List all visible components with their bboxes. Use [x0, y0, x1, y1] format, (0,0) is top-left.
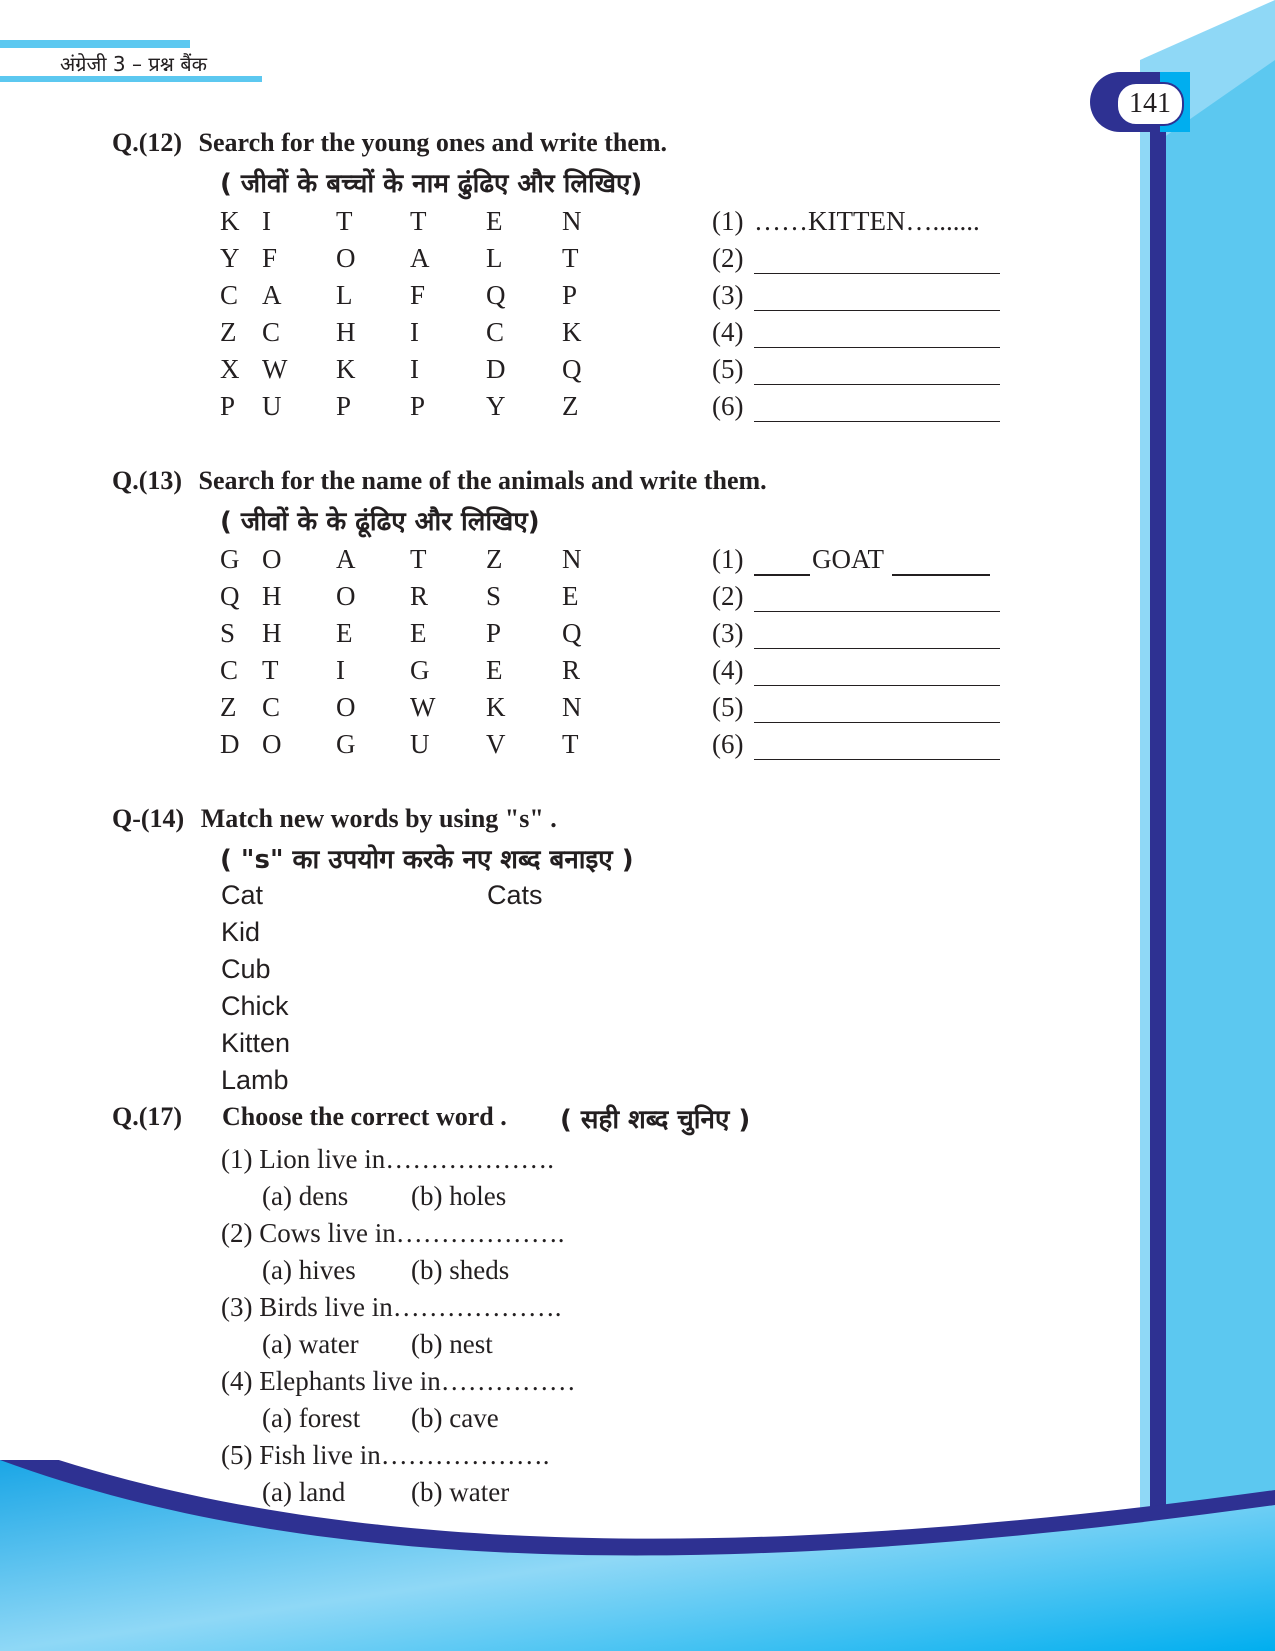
- answer-blank-line[interactable]: [754, 759, 1000, 760]
- grid-letter: L: [486, 243, 503, 273]
- word-row: [221, 880, 543, 917]
- grid-letter: T: [336, 206, 353, 236]
- answer-number: (3): [712, 618, 744, 648]
- grid-letter: P: [410, 391, 426, 421]
- grid-letter: T: [262, 655, 279, 685]
- grid-letter: A: [410, 243, 430, 273]
- word-row: [221, 991, 290, 1028]
- plural-word: Cats: [487, 880, 543, 910]
- option-a[interactable]: (a) dens: [262, 1181, 349, 1211]
- grid-letter: G: [410, 655, 430, 685]
- q17-heading: [112, 1102, 751, 1135]
- answer-number: (4): [712, 317, 744, 347]
- q12-question: Search for the young ones and write them.: [198, 128, 668, 157]
- answer-number: (1): [712, 206, 744, 236]
- singular-word: Kitten: [221, 1028, 291, 1058]
- answer-blank-line[interactable]: [754, 347, 1000, 348]
- grid-letter: X: [220, 354, 240, 384]
- option-b[interactable]: (b) sheds: [411, 1255, 510, 1285]
- options-row: [221, 1477, 576, 1514]
- answer-number: (2): [712, 581, 744, 611]
- grid-letter: Z: [220, 692, 237, 722]
- option-a[interactable]: (a) forest: [262, 1403, 361, 1433]
- option-b[interactable]: (b) cave: [411, 1403, 499, 1433]
- grid-letter: Z: [220, 317, 237, 347]
- grid-letter: Q: [486, 280, 506, 310]
- grid-letter: N: [562, 692, 582, 722]
- question-stem: (2) Cows live in……………….: [221, 1218, 565, 1248]
- answer-line: [892, 574, 990, 576]
- grid-letter: U: [262, 391, 282, 421]
- grid-letter: C: [262, 317, 281, 347]
- answer-blank-line[interactable]: [754, 421, 1000, 422]
- answer-value: GOAT: [812, 544, 884, 574]
- answer-blank-line[interactable]: [754, 722, 1000, 723]
- grid-letter: T: [562, 243, 579, 273]
- q13-heading: [112, 466, 767, 496]
- grid-letter: A: [262, 280, 282, 310]
- q17-number: Q.(17): [112, 1102, 183, 1131]
- answer-number: (1): [712, 544, 744, 574]
- q14-number: Q-(14): [112, 804, 185, 833]
- grid-letter: O: [336, 243, 356, 273]
- singular-word: Chick: [221, 991, 289, 1021]
- question-stem: (4) Elephants live in……………: [221, 1366, 576, 1396]
- option-a[interactable]: (a) water: [262, 1329, 359, 1359]
- answer-blank-line[interactable]: [754, 310, 1000, 311]
- grid-letter: C: [486, 317, 505, 347]
- grid-letter: I: [262, 206, 271, 236]
- grid-letter: T: [562, 729, 579, 759]
- singular-word: Lamb: [221, 1065, 289, 1095]
- q14-word-list: [221, 880, 543, 1102]
- q17-question: Choose the correct word .: [222, 1102, 507, 1131]
- options-row: [221, 1181, 576, 1218]
- grid-letter: V: [486, 729, 506, 759]
- question-stem: (1) Lion live in……………….: [221, 1144, 554, 1174]
- grid-letter: N: [562, 544, 582, 574]
- grid-letter: K: [562, 317, 582, 347]
- option-b[interactable]: (b) water: [411, 1477, 510, 1507]
- q13-hindi-instruction: ( जीवों के के ढूंढिए और लिखिए): [220, 507, 540, 537]
- book-title: अंग्रेजी 3 – प्रश्न बैंक: [60, 52, 208, 76]
- grid-letter: L: [336, 280, 353, 310]
- grid-letter: R: [562, 655, 581, 685]
- page-number: 141: [1116, 82, 1184, 126]
- grid-letter: D: [486, 354, 506, 384]
- grid-letter: Q: [220, 581, 240, 611]
- word-row: [221, 1028, 290, 1065]
- grid-letter: I: [410, 317, 419, 347]
- options-row: [221, 1329, 576, 1366]
- answer-number: (6): [712, 729, 744, 759]
- q14-hindi-instruction: ( "s" का उपयोग करके नए शब्द बनाइए ): [220, 845, 634, 875]
- options-row: [221, 1403, 576, 1440]
- grid-letter: O: [336, 581, 356, 611]
- grid-letter: G: [220, 544, 240, 574]
- option-a[interactable]: (a) hives: [262, 1255, 356, 1285]
- word-row: [221, 917, 290, 954]
- grid-letter: I: [410, 354, 419, 384]
- grid-letter: Z: [562, 391, 579, 421]
- grid-letter: P: [562, 280, 578, 310]
- singular-word: Kid: [221, 917, 261, 947]
- answer-blank-line[interactable]: [754, 685, 1000, 686]
- answer-number: (5): [712, 354, 744, 384]
- grid-letter: P: [336, 391, 352, 421]
- q13-number: Q.(13): [112, 466, 183, 495]
- grid-letter: S: [220, 618, 236, 648]
- q17-hindi-instruction: ( सही शब्द चुनिए ): [560, 1105, 751, 1135]
- grid-letter: Q: [562, 618, 582, 648]
- q14-heading: [112, 804, 557, 834]
- q12-hindi-instruction: ( जीवों के बच्चों के नाम ढुंढिए और लिखिए): [220, 169, 643, 199]
- word-row: [221, 954, 290, 991]
- grid-letter: C: [220, 655, 239, 685]
- grid-letter: A: [336, 544, 356, 574]
- grid-letter: P: [486, 618, 502, 648]
- answer-line: [754, 574, 810, 576]
- answer-blank-line[interactable]: [754, 384, 1000, 385]
- q13-question: Search for the name of the animals and write them.: [198, 466, 767, 495]
- grid-letter: N: [562, 206, 582, 236]
- grid-letter: E: [486, 206, 503, 236]
- question-stem: (5) Fish live in……………….: [221, 1440, 550, 1470]
- grid-letter: E: [486, 655, 503, 685]
- q17-choice-list: [221, 1144, 576, 1514]
- grid-letter: K: [336, 354, 356, 384]
- q12-heading: [112, 128, 667, 158]
- answer-value: ……KITTEN….......: [754, 206, 980, 236]
- grid-letter: W: [410, 692, 436, 722]
- grid-letter: E: [336, 618, 353, 648]
- grid-letter: T: [410, 206, 427, 236]
- grid-letter: E: [410, 618, 427, 648]
- answer-number: (3): [712, 280, 744, 310]
- grid-letter: H: [262, 581, 282, 611]
- grid-letter: G: [336, 729, 356, 759]
- q12-number: Q.(12): [112, 128, 183, 157]
- grid-letter: S: [486, 581, 502, 611]
- grid-letter: R: [410, 581, 429, 611]
- grid-letter: I: [336, 655, 345, 685]
- grid-letter: H: [262, 618, 282, 648]
- question-stem: (3) Birds live in……………….: [221, 1292, 562, 1322]
- grid-letter: K: [486, 692, 506, 722]
- option-a[interactable]: (a) land: [262, 1477, 346, 1507]
- word-row: [221, 1065, 290, 1102]
- option-b[interactable]: (b) nest: [411, 1329, 493, 1359]
- grid-letter: K: [220, 206, 240, 236]
- answer-number: (4): [712, 655, 744, 685]
- answer-number: (6): [712, 391, 744, 421]
- grid-letter: Z: [486, 544, 503, 574]
- grid-letter: E: [562, 581, 579, 611]
- option-b[interactable]: (b) holes: [411, 1181, 507, 1211]
- grid-letter: W: [262, 354, 288, 384]
- grid-letter: T: [410, 544, 427, 574]
- q14-question: Match new words by using "s" .: [200, 804, 557, 833]
- answer-number: (5): [712, 692, 744, 722]
- grid-letter: Y: [220, 243, 240, 273]
- grid-letter: F: [262, 243, 278, 273]
- grid-letter: P: [220, 391, 236, 421]
- grid-letter: C: [262, 692, 281, 722]
- grid-letter: C: [220, 280, 239, 310]
- grid-letter: H: [336, 317, 356, 347]
- grid-letter: Y: [486, 391, 506, 421]
- grid-letter: D: [220, 729, 240, 759]
- grid-letter: O: [336, 692, 356, 722]
- answer-blank-line[interactable]: [754, 648, 1000, 649]
- singular-word: Cub: [221, 954, 271, 984]
- options-row: [221, 1255, 576, 1292]
- grid-letter: O: [262, 729, 282, 759]
- answer-blank-line[interactable]: [754, 611, 1000, 612]
- answer-number: (2): [712, 243, 744, 273]
- grid-letter: F: [410, 280, 426, 310]
- answer-blank-line[interactable]: [754, 273, 1000, 274]
- grid-letter: Q: [562, 354, 582, 384]
- grid-letter: U: [410, 729, 430, 759]
- singular-word: Cat: [221, 880, 264, 910]
- grid-letter: O: [262, 544, 282, 574]
